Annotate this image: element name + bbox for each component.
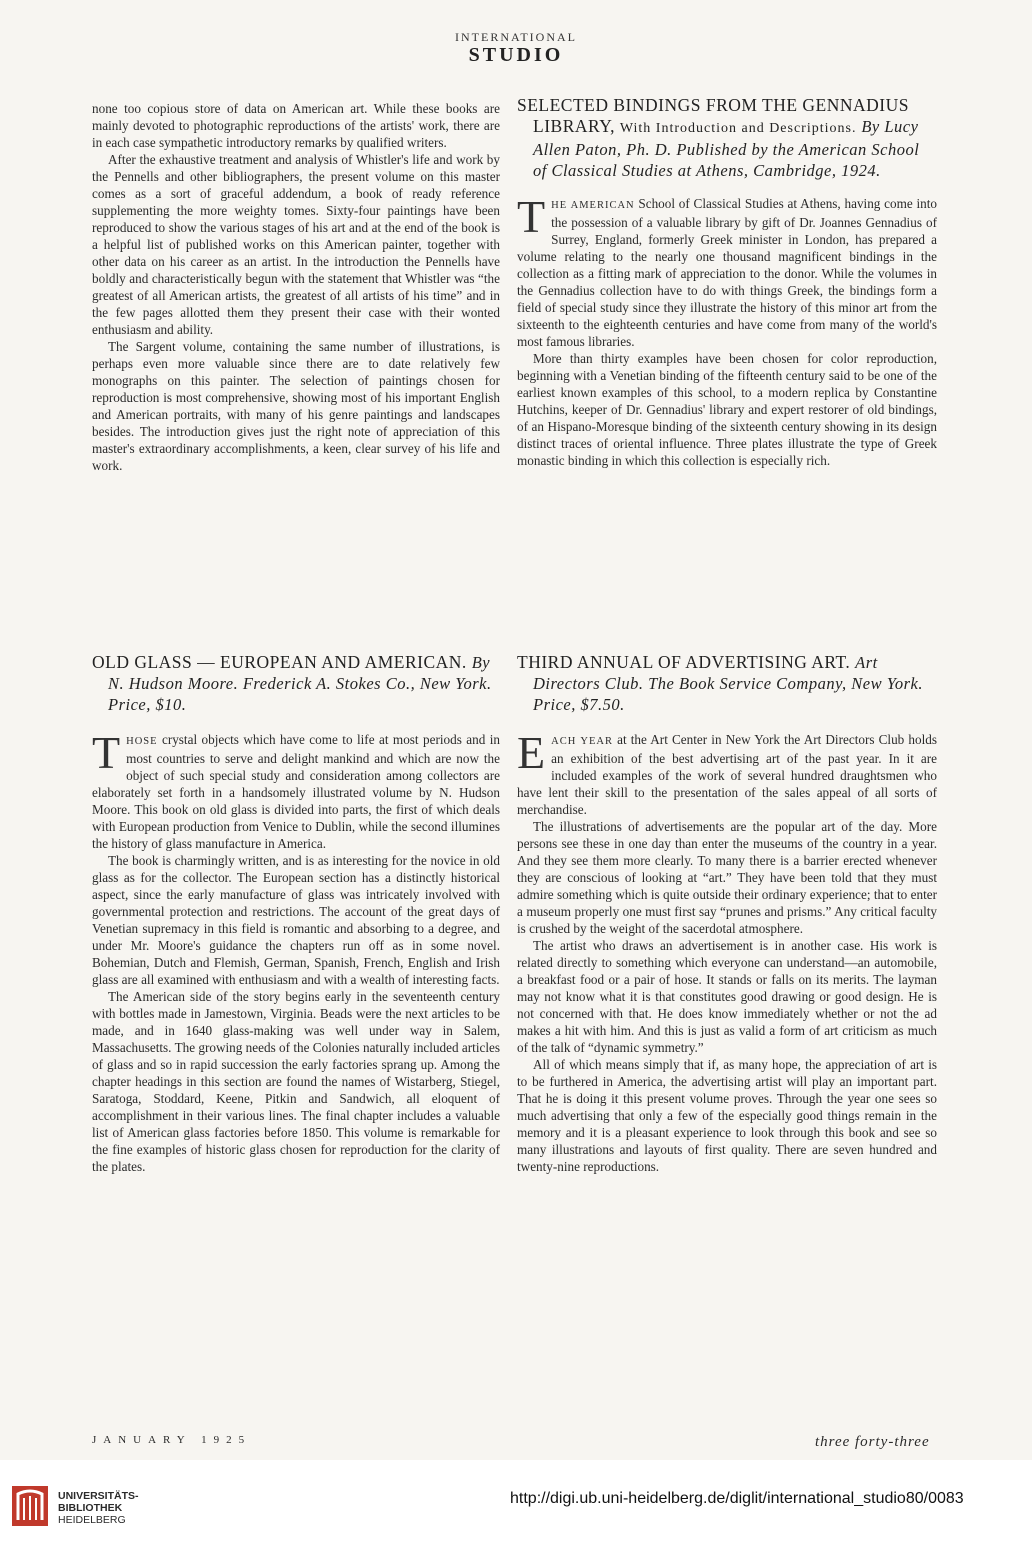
paragraph: After the exhaustive treatment and analysis of Whistler's life and work by the Pennells and other bibliographers, the present volume on this master comes as a sort of graceful addendum, a book of ready reference supplementing the more weighty tomes. Sixty-four paintings have been reproduced to show the various stages of his art and at the end of the book is a helpful list of published works on this American painter, together with other data on his career as an artist. In the introduction the Pennells have boldly and characteristically begun with the statement that Whistler was “the greatest of all American artists, the greatest of all artists of his time” and in the few pages allotted them they present their case with their wonted enthusiasm and ability. xyxy=(92,152,500,337)
drop-cap: T xyxy=(517,191,546,242)
issue-date: JANUARY 1925 xyxy=(92,1434,252,1446)
paragraph: The illustrations of advertisements are the popular art of the day. More persons see these in one day than enter the museums of the country in a year. And they see them more clearly. To many there is a barrier erected whenever they are conscious of looking at “art.” They have been told that they must admire something which is quite outside their ordinary experience; that to enter a museum properly one must first say “prunes and prisms.” Any critical faculty is crushed by the weight of the sacerdotal atmosphere. xyxy=(517,819,937,936)
paragraph-text: School of Classical Studies at Athens, having come into the possession of a valuable library by gift of Dr. Joannes Gennadius of Surrey, England, formerly Greek minister in London, has prepared a volume relating to the nearly one thousand magnificent bindings in the collection as a fitting mark of appreciation to the donor. While the volumes in the Gennadius collection have to do with things Greek, the bindings form a field of special study since they illustrate the history of this minor art from the sixteenth to the eighteenth centuries and have come from many of the world's most famous libraries. xyxy=(517,196,937,349)
masthead xyxy=(0,30,1032,65)
paragraph-text: crystal objects which have come to life at most periods and in most countries to serve and delight mankind and which are now the object of such special study and consideration among collectors are elaborately set forth in a handsomely illustrated volume by N. Hudson Moore. This book on old glass is divided into parts, the first of which deals with European production from Venice to Dublin, while the second illumines the history of glass manufacture in America. xyxy=(92,732,500,851)
review-title: OLD GLASS — EUROPEAN AND AMERICAN. xyxy=(92,652,467,672)
old-glass-review xyxy=(92,652,500,1175)
paragraph xyxy=(92,727,500,852)
drop-cap: T xyxy=(92,727,121,778)
library-name-line1: UNIVERSITÄTS- xyxy=(58,1490,139,1502)
masthead-line1: INTERNATIONAL xyxy=(455,30,577,44)
paragraph: The book is charmingly written, and is as interesting for the novice in old glass as for the collector. The European section has a distinctly historical aspect, since the early manufacture of glass was intricately involved with governmental protection and restrictions. The account of the great days of Venetian supremacy in this field is romantic and absorbing to a degree, and under Mr. Moore's guidance the chapters run off as in some novel. Bohemian, Dutch and Flemish, German, Spanish, French, English and Irish glass are all examined with enthusiasm and with a wealth of interesting facts. xyxy=(92,853,500,987)
bindings-subheading: By Lucy Allen Paton, Ph. D. Published by the American School of Classical Studies at Athens, Cambridge, 1924. xyxy=(533,117,920,180)
paragraph: More than thirty examples have been chosen for color reproduction, beginning with a Venetian binding of the fifteenth century said to be one of the earliest known examples of this school, to a modern replica by Constantine Hutchins, keeper of Dr. Gennadius' library and expert restorer of old bindings, of an Hispano-Moresque binding of the sixteenth century showing in its design distinct traces of oriental influence. Three plates illustrate the type of Greek monastic binding in which this collection is especially rich. xyxy=(517,351,937,468)
library-name-line2: BIBLIOTHEK xyxy=(58,1502,123,1514)
lead-word: ACH YEAR xyxy=(551,736,613,747)
paragraph: The American side of the story begins early in the seventeenth century with bottles made in Jamestown, Virginia. Beads were the next articles to be made, and in 1640 glass-making was well under way in Salem, Massachusetts. The growing needs of the Colonies naturally included articles of glass and so in rapid succession the early factories sprang up. Among the chapter headings in this section are found the names of Wistarberg, Stiegel, Saratoga, Stoddard, Keene, Pitkin and Sandwich, all eloquent of accomplishment in their various lines. The final chapter includes a valuable list of American glass factories before 1850. This volume is remarkable for the fine examples of historic glass chosen for reproduction for the clarity of the plates. xyxy=(92,989,500,1174)
paragraph: All of which means simply that if, as many hope, the appreciation of art is to be furthered in America, the advertising artist will play an important part. That he is doing it this present volume proves. Through the year one sees so much advertising that only a few of the especially good things remain in the memory and it is a pleasant experience to look through this book and see so many illustrations and layouts of first quality. There are seven hundred and twenty-nine reproductions. xyxy=(517,1057,937,1174)
library-footer xyxy=(0,1460,1032,1553)
paragraph xyxy=(517,727,937,818)
paragraph: The artist who draws an advertisement is in another case. His work is related directly to something which everyone can understand—an automobile, a breakfast food or a pair of hose. It stands or falls on its merits. The layman may not know what it is that constitutes good drawing or good design. He is not concerned with that. He does know immediately whether or not the ad makes a hit with him. And this is just as valid a form of art criticism as much of the talk of “dynamic symmetry.” xyxy=(517,938,937,1055)
masthead-line2: STUDIO xyxy=(468,44,564,66)
lead-word: HOSE xyxy=(126,736,158,747)
page-number: three forty-three xyxy=(815,1434,930,1450)
review-subheading: By N. Hudson Moore. Frederick A. Stokes Co., New York. Price, $10. xyxy=(108,653,492,714)
ad-heading xyxy=(517,652,937,715)
bindings-title-smallcaps: With Introduction and Descriptions. xyxy=(619,121,857,136)
bindings-heading xyxy=(517,95,937,181)
bindings-review xyxy=(517,95,937,469)
drop-cap: E xyxy=(517,727,546,778)
ad-subheading: Art Directors Club. The Book Service Company, New York. Price, $7.50. xyxy=(533,653,923,714)
library-name xyxy=(58,1490,139,1526)
library-logo-icon xyxy=(10,1484,50,1533)
advertising-review xyxy=(517,652,937,1175)
lead-word: HE AMERICAN xyxy=(551,200,635,211)
review-heading xyxy=(92,652,500,715)
paragraph: The Sargent volume, containing the same number of illustrations, is perhaps even more valuable since there are to date relatively few monographs on this painter. The selection of paintings chosen for reproduction is most comprehensive, showing most of his important English and American portraits, with many of his genre paintings and landscapes besides. The introduction gives just the right note of appreciation of this master's extraordinary accomplishments, a keen, clear survey of his life and work. xyxy=(92,339,500,473)
library-name-line3: HEIDELBERG xyxy=(58,1514,126,1526)
paragraph xyxy=(517,191,937,350)
left-column-intro xyxy=(92,100,500,474)
paragraph: none too copious store of data on American art. While these books are mainly devoted to photographic reproductions of the artists' work, there are in each case sympathetic introductory remarks by qualified writers. xyxy=(92,101,500,150)
bindings-title: SELECTED BINDINGS FROM THE GENNADIUS LIBRARY, xyxy=(517,95,909,136)
ad-title: THIRD ANNUAL OF ADVERTISING ART. xyxy=(517,652,851,672)
source-url[interactable]: http://digi.ub.uni-heidelberg.de/diglit/international_studio80/0083 xyxy=(510,1490,964,1507)
paragraph-text: at the Art Center in New York the Art Directors Club holds an exhibition of the best advertising art of the past year. In it are included examples of the work of several hundred draughtsmen who have lent their skill to the presentation of the sales appeal of all sorts of merchandise. xyxy=(517,732,937,817)
